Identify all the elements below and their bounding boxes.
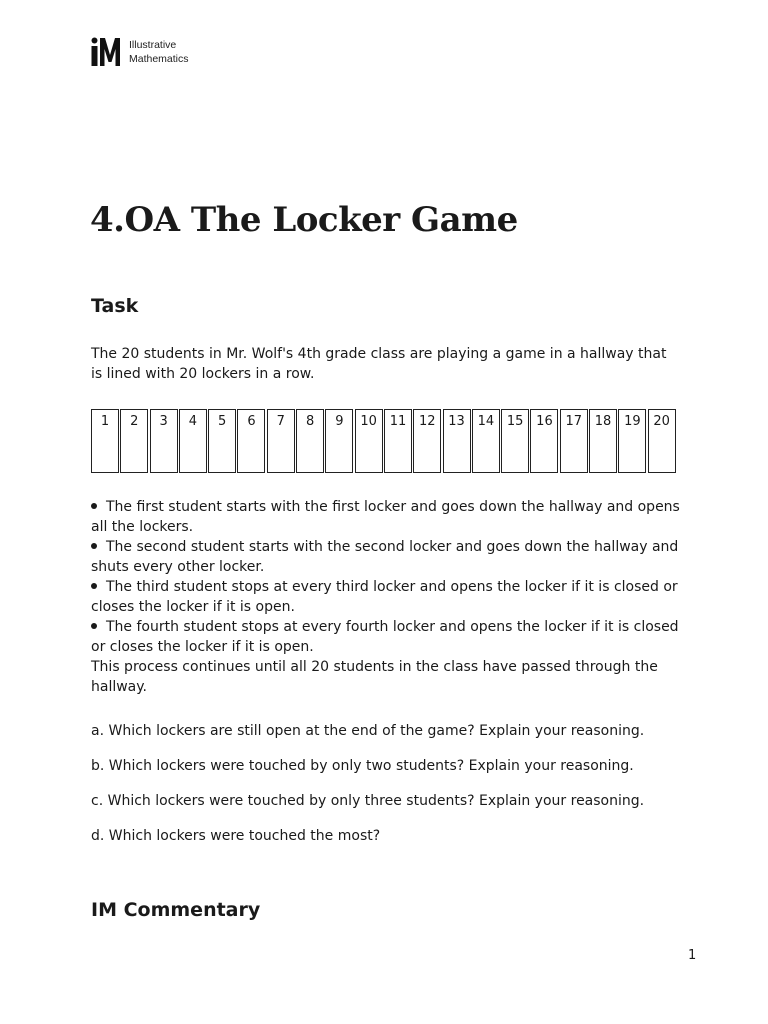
rules-list [91,497,691,657]
list-item [91,497,691,537]
locker: 20 [648,409,676,473]
bullet-icon [91,583,97,589]
locker: 17 [560,409,588,473]
continue-paragraph: This process continues until all 20 students in the class have passed through the hallway. [91,659,658,695]
locker-row [91,409,677,473]
locker: 13 [443,409,471,473]
question-b: b. Which lockers were touched by only two students? Explain your reasoning. [91,758,634,774]
bullet-icon [91,623,97,629]
locker: 5 [208,409,236,473]
locker: 11 [384,409,412,473]
illustrative-mathematics-logo [91,37,189,67]
list-item-text: The third student stops at every third locker and opens the locker if it is closed or closes the locker if it is open. [91,579,678,615]
locker: 10 [355,409,383,473]
task-heading: Task [91,295,139,317]
locker: 12 [413,409,441,473]
list-item [91,577,691,617]
locker: 1 [91,409,119,473]
locker: 19 [618,409,646,473]
question-c: c. Which lockers were touched by only three students? Explain your reasoning. [91,793,645,809]
list-item-text: The fourth student stops at every fourth locker and opens the locker if it is closed or closes the locker if it is open. [91,619,679,655]
locker: 14 [472,409,500,473]
list-item [91,617,691,657]
logo-line-2: Mathematics [129,53,189,65]
list-item [91,537,691,577]
logo-wordmark [129,38,189,66]
list-item-text: The first student starts with the first locker and goes down the hallway and opens all the lockers. [91,499,680,535]
im-logo-icon [91,37,124,67]
locker: 9 [325,409,353,473]
bullet-icon [91,503,97,509]
locker: 18 [589,409,617,473]
list-item-text: The second student starts with the second locker and goes down the hallway and shuts every other locker. [91,539,679,575]
intro-paragraph: The 20 students in Mr. Wolf's 4th grade class are playing a game in a hallway that is lined with 20 lockers in a row. [91,346,667,382]
locker: 6 [237,409,265,473]
bullet-icon [91,543,97,549]
locker: 4 [179,409,207,473]
locker: 15 [501,409,529,473]
page-number: 1 [688,948,697,963]
question-d: d. Which lockers were touched the most? [91,828,381,844]
locker: 8 [296,409,324,473]
locker: 2 [120,409,148,473]
commentary-heading: IM Commentary [91,899,261,921]
page-title: 4.OA The Locker Game [90,200,518,240]
locker: 3 [150,409,178,473]
locker: 7 [267,409,295,473]
locker: 16 [530,409,558,473]
question-a: a. Which lockers are still open at the end of the game? Explain your reasoning. [91,723,645,739]
logo-line-1: Illustrative [129,39,177,51]
